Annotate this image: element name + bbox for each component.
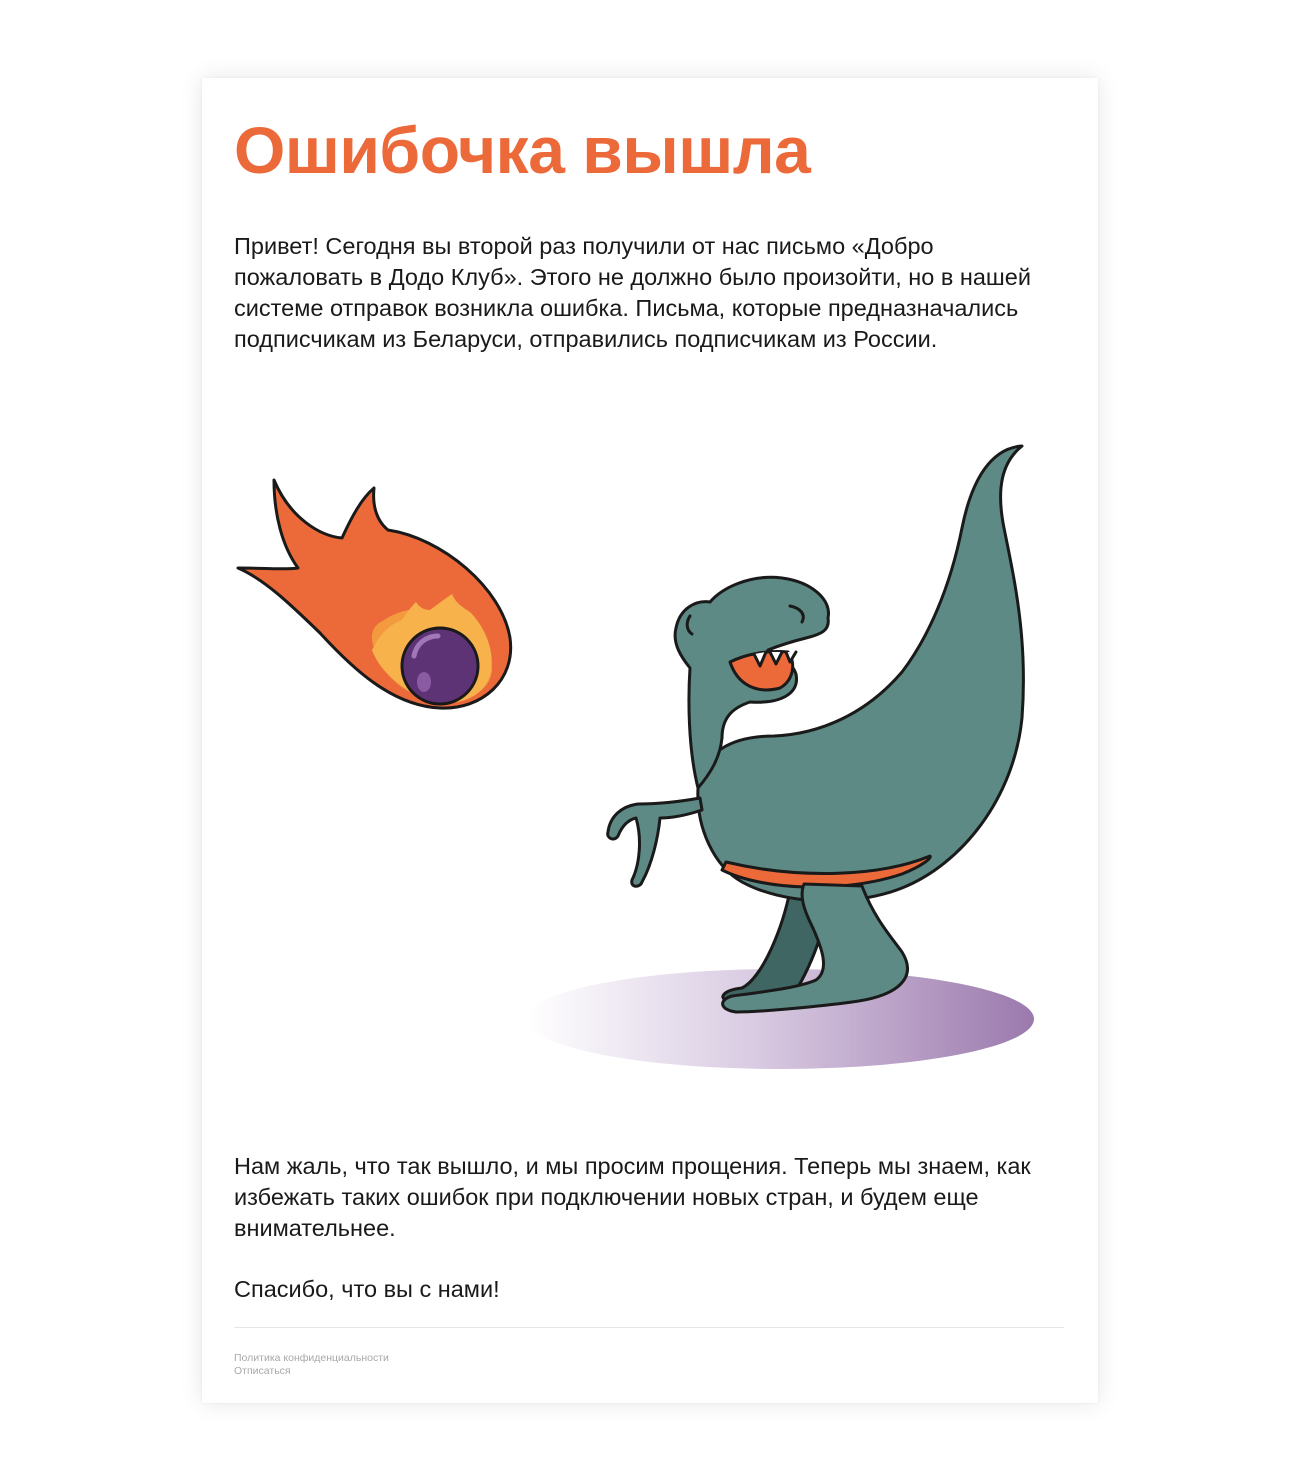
footer-links — [234, 1352, 389, 1378]
email-card — [202, 78, 1098, 1403]
dinosaur-icon — [608, 446, 1024, 1012]
email-title: Ошибочка вышла — [234, 113, 811, 187]
footer-divider — [234, 1327, 1064, 1328]
privacy-policy-link[interactable]: Политика конфиденциальности — [234, 1352, 389, 1364]
meteor-icon — [238, 480, 511, 708]
apology-paragraph: Нам жаль, что так вышло, и мы просим прощения. Теперь мы знаем, как избежать таких ошибок при подключении новых стран, и будем еще внимательнее. — [234, 1153, 1031, 1241]
thanks-paragraph: Спасибо, что вы с нами! — [234, 1276, 500, 1302]
illustration — [202, 418, 1098, 1108]
intro-paragraph: Привет! Сегодня вы второй раз получили от нас письмо «Добро пожаловать в Додо Клуб». Этого не должно было произойти, но в нашей системе отправок возникла ошибка. Письма, которые предназначались подписчикам из Беларуси, отправились подписчикам из России. — [234, 233, 1031, 352]
unsubscribe-link[interactable]: Отписаться — [234, 1365, 291, 1377]
